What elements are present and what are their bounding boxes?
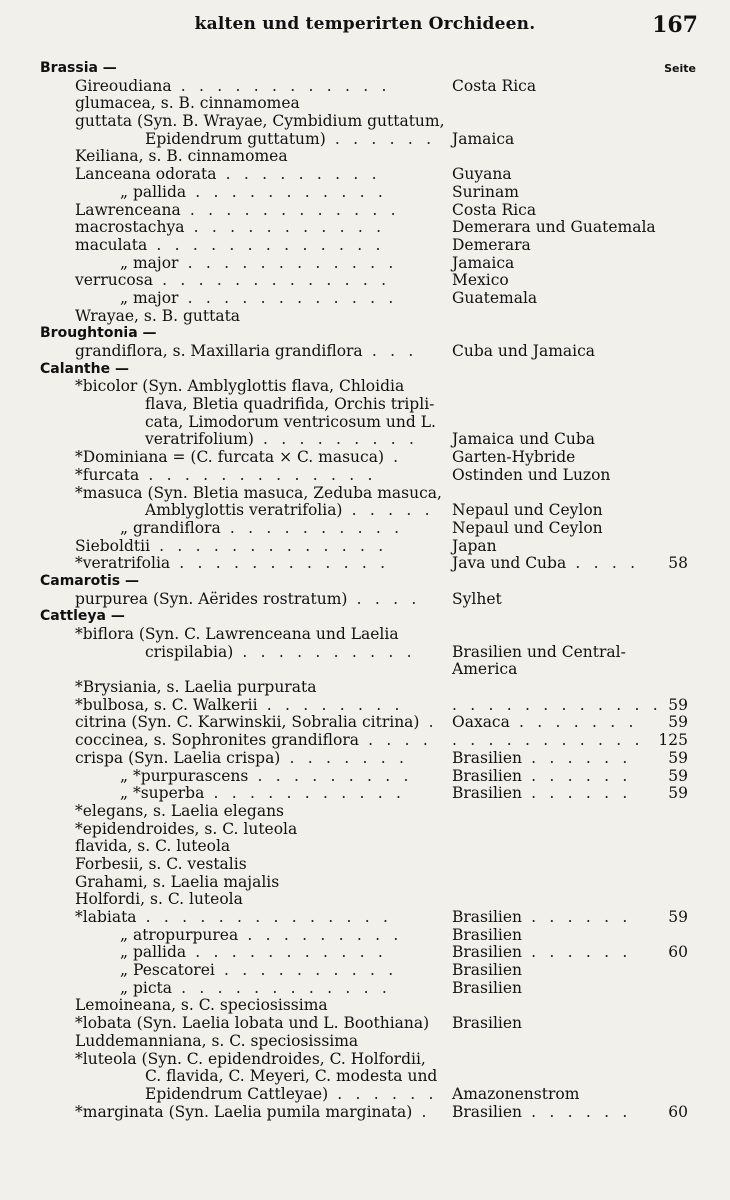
species-name — [75, 449, 435, 467]
list-item — [0, 78, 730, 96]
species-name-text: glumacea, s. B. cinnamomea — [75, 94, 300, 113]
species-name-text: „ pallida — [120, 182, 187, 201]
page-column-label: Seite — [664, 62, 696, 75]
list-item — [0, 414, 730, 432]
genus-heading: Calanthe — — [40, 360, 129, 377]
species-name — [75, 713, 438, 732]
country-cell — [452, 980, 657, 998]
list-item — [0, 538, 730, 556]
list-item — [0, 909, 730, 927]
leader-dots: . . . . . . . — [280, 748, 409, 767]
species-name — [120, 785, 480, 803]
species-name-text: Epidendrum Cattleyae) — [145, 1084, 329, 1103]
leader-dots: . . . . . . — [325, 129, 436, 148]
leader-dots: . . . . . . . — [509, 713, 638, 732]
leader-dots: . . . . — [566, 554, 640, 573]
species-name — [75, 750, 435, 768]
species-name — [120, 520, 480, 538]
country-cell — [452, 538, 657, 556]
species-name — [120, 944, 480, 962]
leader-dots: . . . . . . . . . . . — [452, 731, 644, 750]
page-reference: 60 — [668, 1102, 688, 1121]
species-name — [75, 166, 435, 184]
species-name-text: „ *superba — [120, 784, 205, 803]
country-cell — [452, 166, 657, 184]
country-cell — [452, 732, 657, 750]
list-item — [0, 502, 730, 520]
species-name-text: *lobata (Syn. Laelia lobata und L. Boothiana) — [75, 1014, 430, 1033]
species-name-text: C. flavida, C. Meyeri, C. modesta und — [145, 1067, 438, 1086]
leader-dots: . . . . . . . . . . . . . — [139, 465, 377, 484]
species-name-text: maculata — [75, 235, 148, 254]
list-item — [0, 732, 730, 750]
species-name — [75, 856, 435, 874]
country-cell — [452, 944, 657, 962]
genus-heading-row — [0, 325, 730, 343]
list-item — [0, 750, 730, 768]
species-name-text: *veratrifolia — [75, 554, 171, 573]
species-name — [75, 591, 435, 609]
orchid-index-list — [0, 60, 730, 1121]
species-name-text: flavida, s. C. luteola — [75, 837, 231, 856]
species-name-text: Lawrenceana — [75, 200, 181, 219]
country-text: Cuba und Jamaica — [452, 342, 596, 360]
leader-dots: . — [412, 1102, 431, 1121]
species-name-text: crispilabia) — [145, 642, 234, 661]
species-name-text: *Brysiania, s. Laelia purpurata — [75, 678, 317, 697]
species-name — [75, 272, 435, 290]
leader-dots: . . . . — [358, 731, 432, 750]
list-item — [0, 148, 730, 166]
species-name-text: „ major — [120, 253, 179, 272]
species-name-text: „ major — [120, 288, 179, 307]
species-name-text: Gireoudiana — [75, 76, 172, 95]
page-reference: 125 — [658, 731, 688, 750]
list-item — [0, 449, 730, 467]
country-text: Demerara — [452, 235, 531, 254]
leader-dots: . . . . . . . . . . . . — [178, 253, 398, 272]
species-name — [75, 1033, 435, 1051]
species-name-text: Holfordi, s. C. luteola — [75, 890, 243, 909]
species-name-text: crispa (Syn. Laelia crispa) — [75, 748, 281, 767]
country-cell — [452, 467, 657, 485]
species-name-text: Wrayae, s. B. guttata — [75, 306, 241, 325]
list-item — [0, 113, 730, 131]
genus-heading: Brassia — — [40, 60, 117, 76]
leader-dots: . . . . . . . . . . . . . . — [136, 908, 393, 926]
leader-dots: . . . . . . — [522, 943, 632, 962]
country-cell — [452, 909, 657, 927]
page-reference: 58 — [668, 554, 688, 573]
country-text: Java und Cuba — [452, 554, 567, 573]
genus-heading-row — [0, 60, 730, 78]
list-item — [0, 202, 730, 220]
species-name — [145, 431, 505, 449]
list-item — [0, 1051, 730, 1069]
species-name — [75, 626, 435, 644]
leader-dots: . — [384, 448, 403, 467]
species-name — [75, 891, 435, 909]
species-name — [75, 467, 435, 485]
species-name-text: *bulbosa, s. C. Walkerii — [75, 695, 258, 714]
country-text: Guyana — [452, 165, 512, 184]
leader-dots: . . . . . . . . . . . . — [452, 695, 662, 714]
list-item — [0, 1086, 730, 1104]
species-name — [75, 679, 435, 697]
country-text: Brasilien — [452, 1014, 523, 1033]
list-item — [0, 1015, 730, 1033]
species-name — [120, 962, 480, 980]
list-item — [0, 272, 730, 290]
leader-dots: . . . . . . — [522, 1102, 632, 1121]
country-cell — [452, 644, 657, 662]
species-name — [145, 644, 505, 662]
country-cell — [452, 431, 657, 449]
country-text: Brasilien — [452, 978, 523, 997]
species-name-text: Luddemanniana, s. C. speciosissima — [75, 1031, 359, 1050]
country-cell — [452, 591, 657, 609]
species-name — [75, 874, 435, 892]
leader-dots: . . . . . . . . . . . — [204, 784, 406, 803]
list-item — [0, 644, 730, 662]
country-text: Demerara und Guatemala — [452, 218, 656, 237]
species-name-text: citrina (Syn. C. Karwinskii, Sobralia citrina) — [75, 713, 420, 732]
species-name-text: *luteola (Syn. C. epidendroides, C. Holfordii, — [75, 1049, 426, 1068]
country-cell — [452, 1086, 657, 1104]
country-text: Brasilien und Central- — [452, 642, 626, 661]
list-item — [0, 237, 730, 255]
species-name-text: purpurea (Syn. Aërides rostratum) — [75, 589, 348, 608]
country-cell — [452, 927, 657, 945]
list-item — [0, 714, 730, 732]
species-name — [145, 1086, 505, 1104]
leader-dots: . . . . . . . . . . . . . — [152, 271, 391, 290]
leader-dots: . . . . . . . . . — [238, 925, 403, 944]
leader-dots: . . . . . . . . . . . . — [172, 978, 392, 997]
leader-dots: . . . . . . . . . — [248, 766, 413, 785]
species-name — [75, 1104, 435, 1122]
country-cell — [452, 290, 657, 308]
leader-dots: . . . . . . — [522, 766, 632, 785]
country-text: Brasilien — [452, 961, 523, 980]
leader-dots: . . . . . . . . . . . . — [171, 76, 391, 95]
species-name-text: veratrifolium) — [145, 430, 254, 449]
country-text: Brasilien — [452, 925, 523, 944]
list-item — [0, 856, 730, 874]
list-item — [0, 891, 730, 909]
country-text: Jamaica — [452, 129, 515, 148]
species-name — [75, 538, 435, 556]
leader-dots: . . . . . . . . . . . . . — [150, 536, 388, 555]
country-text: Oaxaca — [452, 713, 510, 732]
leader-dots: . . . . . . . . . . . . . — [147, 235, 385, 254]
species-name — [145, 414, 505, 432]
list-item — [0, 555, 730, 573]
species-name-text: macrostachya — [75, 218, 185, 237]
page-reference: 59 — [668, 713, 688, 732]
species-name-text: *labiata — [75, 908, 137, 926]
leader-dots: . . . . . . . . . . . . — [170, 554, 390, 573]
list-item — [0, 1068, 730, 1086]
genus-heading-row — [0, 608, 730, 626]
list-item — [0, 803, 730, 821]
leader-dots: . . . . . . . . . . — [214, 961, 398, 980]
leader-dots: . . . . — [347, 589, 421, 608]
species-name-text: Forbesii, s. C. vestalis — [75, 854, 247, 873]
species-name-text: Amblyglottis veratrifolia) — [145, 501, 343, 520]
country-text: Brasilien — [452, 943, 523, 962]
list-item — [0, 874, 730, 892]
country-text: Jamaica — [452, 253, 515, 272]
leader-dots: . . . . . . — [522, 908, 632, 926]
leader-dots: . . . . . . . . . — [216, 165, 381, 184]
species-name-text: *masuca (Syn. Bletia masuca, Zeduba masuca, — [75, 483, 442, 502]
page-reference: 59 — [668, 908, 688, 926]
leader-dots: . . . . . . . . . . . — [186, 182, 387, 201]
species-name — [75, 697, 435, 715]
list-item — [0, 661, 730, 679]
list-item — [0, 431, 730, 449]
country-cell — [452, 343, 657, 361]
country-cell — [452, 202, 657, 220]
species-name-text: grandiflora, s. Maxillaria grandiflora — [75, 342, 363, 360]
list-item — [0, 343, 730, 361]
country-text: Sylhet — [452, 589, 502, 608]
species-name — [75, 112, 445, 131]
list-item — [0, 378, 730, 396]
species-name — [75, 78, 435, 96]
list-item — [0, 95, 730, 113]
country-cell — [452, 237, 657, 255]
country-text: Jamaica und Cuba — [452, 430, 596, 449]
species-name-text: Sieboldtii — [75, 536, 151, 555]
country-cell — [452, 555, 657, 573]
list-item — [0, 184, 730, 202]
page-reference: 60 — [668, 943, 688, 962]
species-name — [145, 502, 505, 520]
species-name-text: *elegans, s. Laelia elegans — [75, 801, 285, 820]
leader-dots: . — [419, 713, 438, 732]
species-name — [75, 821, 435, 839]
leader-dots: . . . . . . . . . . — [220, 518, 404, 537]
country-text: Nepaul und Ceylon — [452, 501, 603, 520]
species-name-text: *biflora (Syn. C. Lawrenceana und Laelia — [75, 625, 399, 643]
list-item — [0, 768, 730, 786]
species-name — [75, 909, 435, 927]
country-cell — [452, 1015, 657, 1033]
list-item — [0, 219, 730, 237]
country-text: Nepaul und Ceylon — [452, 518, 603, 537]
country-text: Mexico — [452, 271, 509, 290]
species-name-text: Keiliana, s. B. cinnamomea — [75, 147, 288, 166]
list-item — [0, 1104, 730, 1122]
genus-heading-row — [0, 361, 730, 379]
country-text: Brasilien — [452, 784, 523, 803]
list-item — [0, 679, 730, 697]
country-cell — [452, 785, 657, 803]
list-item — [0, 785, 730, 803]
species-name-text: Grahami, s. Laelia majalis — [75, 872, 280, 891]
leader-dots: . . . . . — [342, 501, 434, 520]
country-text: Costa Rica — [452, 76, 537, 95]
species-name — [75, 202, 435, 220]
list-item — [0, 980, 730, 998]
list-item — [0, 520, 730, 538]
species-name-text: „ grandiflora — [120, 518, 221, 537]
country-cell — [452, 768, 657, 786]
country-text: Ostinden und Luzon — [452, 465, 611, 484]
country-text: Brasilien — [452, 908, 523, 926]
country-text: Brasilien — [452, 1102, 523, 1121]
leader-dots: . . . . . . . . . . . — [186, 943, 387, 962]
leader-dots: . . . . . . . . . — [253, 430, 419, 449]
species-name-text: „ *purpurascens — [120, 766, 249, 785]
leader-dots: . . . . . . . . . . . — [184, 218, 386, 237]
list-item — [0, 485, 730, 503]
country-cell — [452, 219, 657, 237]
leader-dots: . . . . . . . . . . — [233, 642, 416, 661]
country-cell — [452, 184, 657, 202]
list-item — [0, 821, 730, 839]
country-cell — [452, 1104, 657, 1122]
country-cell — [452, 750, 657, 768]
species-name-text: *bicolor (Syn. Amblyglottis flava, Chloidia — [75, 377, 405, 396]
species-name-text: *marginata (Syn. Laelia pumila marginata) — [75, 1102, 413, 1121]
species-name-text: „ Pescatorei — [120, 961, 215, 980]
list-item — [0, 591, 730, 609]
country-text: America — [452, 660, 518, 679]
species-name-text: *epidendroides, s. C. luteola — [75, 819, 298, 838]
species-name — [75, 148, 435, 166]
country-text: Surinam — [452, 182, 519, 201]
country-text: Guatemala — [452, 288, 538, 307]
list-item — [0, 626, 730, 644]
list-item — [0, 944, 730, 962]
list-item — [0, 1033, 730, 1051]
country-cell — [452, 255, 657, 273]
species-name — [120, 927, 480, 945]
species-name — [75, 483, 442, 503]
list-item — [0, 131, 730, 149]
species-name-text: „ pallida — [120, 943, 187, 962]
list-item — [0, 290, 730, 308]
country-text: Brasilien — [452, 748, 523, 767]
country-cell — [452, 272, 657, 290]
page-reference: 59 — [668, 695, 688, 714]
leader-dots: . . . . . . . . . . . . — [178, 288, 398, 307]
species-name — [145, 131, 505, 149]
leader-dots: . . . . . . . . . . . . — [180, 200, 400, 219]
genus-heading-row — [0, 573, 730, 591]
species-name-text: Lemoineana, s. C. speciosissima — [75, 996, 328, 1015]
country-cell — [452, 695, 662, 715]
species-name — [120, 768, 480, 786]
country-cell — [452, 714, 657, 732]
species-name — [75, 555, 435, 573]
country-cell — [452, 661, 657, 679]
species-name — [75, 997, 435, 1015]
genus-heading: Camarotis — — [40, 572, 139, 589]
leader-dots: . . . . . . — [328, 1084, 438, 1103]
country-text: Garten-Hybride — [452, 448, 576, 467]
country-cell — [452, 78, 657, 96]
species-name — [75, 219, 435, 237]
species-name — [75, 378, 435, 396]
species-name — [75, 237, 435, 255]
country-cell — [452, 502, 657, 520]
leader-dots: . . . — [362, 342, 418, 360]
species-name — [120, 255, 480, 273]
species-name-text: cata, Limodorum ventricosum und L. — [145, 412, 436, 431]
country-text: Amazonenstrom — [452, 1084, 580, 1103]
leader-dots: . . . . . . — [522, 784, 632, 803]
running-header: kalten und temperirten Orchideen. — [194, 14, 536, 34]
genus-heading: Cattleya — — [40, 608, 125, 625]
list-item — [0, 962, 730, 980]
genus-heading: Broughtonia — — [40, 325, 157, 342]
species-name-text: verrucosa — [75, 271, 153, 290]
species-name — [75, 308, 435, 326]
list-item — [0, 467, 730, 485]
species-name-text: coccinea, s. Sophronites grandiflora — [75, 731, 359, 750]
country-cell — [452, 131, 657, 149]
species-name — [75, 343, 435, 361]
species-name-text: *furcata — [75, 465, 140, 484]
country-text: Costa Rica — [452, 200, 537, 219]
country-text: Japan — [452, 536, 497, 555]
species-name-text: flava, Bletia quadrifida, Orchis tripli- — [145, 395, 435, 414]
page-number: 167 — [652, 12, 698, 38]
species-name — [75, 803, 435, 821]
species-name — [75, 1015, 435, 1033]
country-cell — [452, 520, 657, 538]
list-item — [0, 396, 730, 414]
species-name — [120, 980, 480, 998]
species-name-text: Epidendrum guttatum) — [145, 129, 326, 148]
page-reference: 59 — [668, 748, 688, 767]
list-item — [0, 997, 730, 1015]
species-name-text: „ atropurpurea — [120, 925, 239, 944]
species-name-text: Lanceana odorata — [75, 165, 217, 184]
species-name-text: guttata (Syn. B. Wrayae, Cymbidium guttatum, — [75, 112, 445, 131]
leader-dots: . . . . . . . . — [257, 695, 404, 714]
species-name — [75, 838, 435, 856]
leader-dots: . . . . . . — [522, 748, 632, 767]
list-item — [0, 927, 730, 945]
species-name — [75, 1051, 435, 1069]
list-item — [0, 308, 730, 326]
species-name — [75, 732, 435, 750]
country-cell — [452, 449, 657, 467]
page-reference: 59 — [668, 784, 688, 803]
species-name — [120, 290, 480, 308]
species-name — [145, 396, 505, 414]
list-item — [0, 255, 730, 273]
species-name — [120, 184, 480, 202]
list-item — [0, 838, 730, 856]
species-name — [145, 1068, 505, 1086]
list-item — [0, 166, 730, 184]
country-cell — [452, 962, 657, 980]
page-reference: 59 — [668, 766, 688, 785]
species-name-text: *Dominiana = (C. furcata × C. masuca) — [75, 448, 384, 467]
list-item — [0, 697, 730, 715]
species-name-text: „ picta — [120, 978, 172, 997]
species-name — [75, 95, 435, 113]
country-text: Brasilien — [452, 766, 523, 785]
